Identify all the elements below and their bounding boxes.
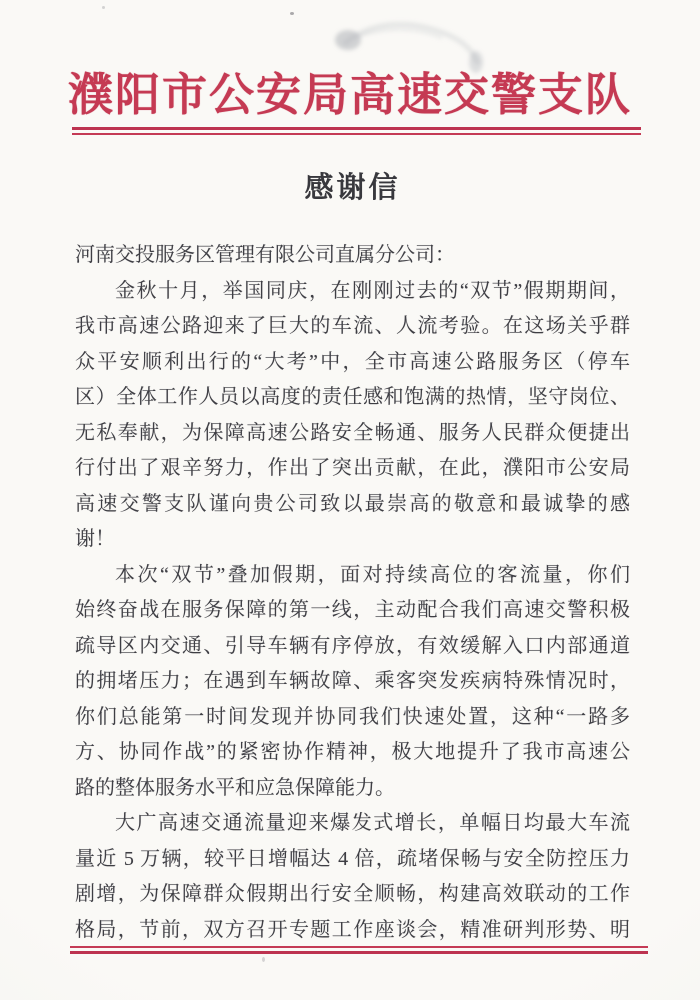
body-line: 行付出了艰辛努力，作出了突出贡献，在此，濮阳市公安局 [75,457,630,479]
body-line: 本次“双节”叠加假期，面对持续高位的客流量，你们 [115,563,630,586]
body-line: 的拥堵压力；在遇到车辆故障、乘客突发疾病特殊情况时， [75,670,630,692]
scan-speck [290,12,294,15]
body-line: 剧增，为保障群众假期出行安全顺畅，构建高效联动的工作 [75,883,630,905]
body-line: 疏导区内交通、引导车辆有序停放，有效缓解入口内部通道 [75,634,630,657]
body-line: 高速交警支队谨向贵公司致以最崇高的敬意和最诚挚的感 [75,492,630,515]
scan-speck [102,6,105,9]
body-line: 路的整体服务水平和应急保障能力。 [75,776,395,799]
scan-speck [262,957,265,962]
body-line: 我市高速公路迎来了巨大的车流、人流考验。在这场关乎群 [75,315,630,337]
body-line: 大广高速交通流量迎来爆发式增长，单幅日均最大车流 [115,812,630,834]
body-line: 格局，节前，双方召开专题工作座谈会，精准研判形势、明 [75,918,630,941]
body-line: 始终奋战在服务保障的第一线，主动配合我们高速交警积极 [75,599,630,621]
body-line: 谢！ [75,528,115,550]
letterhead-divider [72,127,641,135]
scan-smudge-mark [300,0,520,80]
body-line: 无私奉献，为保障高速公路安全畅通、服务人民群众便捷出 [75,421,630,444]
letter-title: 感谢信 [304,172,401,204]
body-line: 众平安顺利出行的“大考”中，全市高速公路服务区（停车 [75,350,630,373]
body-line: 量近 5 万辆，较平日增幅达 4 倍，疏堵保畅与安全防控压力 [75,847,630,870]
body-line: 区）全体工作人员以高度的责任感和饱满的热情，坚守岗位、 [75,386,630,408]
letterhead-title: 濮阳市公安局高速交警支队 [67,70,632,120]
salutation-line: 河南交投服务区管理有限公司直属分公司： [75,244,455,266]
body-line: 金秋十月，举国同庆，在刚刚过去的“双节”假期期间， [115,279,630,302]
letter-body [75,238,630,948]
footer-divider [70,946,648,954]
body-line: 方、协同作战”的紧密协作精神，极大地提升了我市高速公 [75,741,630,763]
body-line: 你们总能第一时间发现并协同我们快速处置，这种“一路多 [75,705,630,728]
